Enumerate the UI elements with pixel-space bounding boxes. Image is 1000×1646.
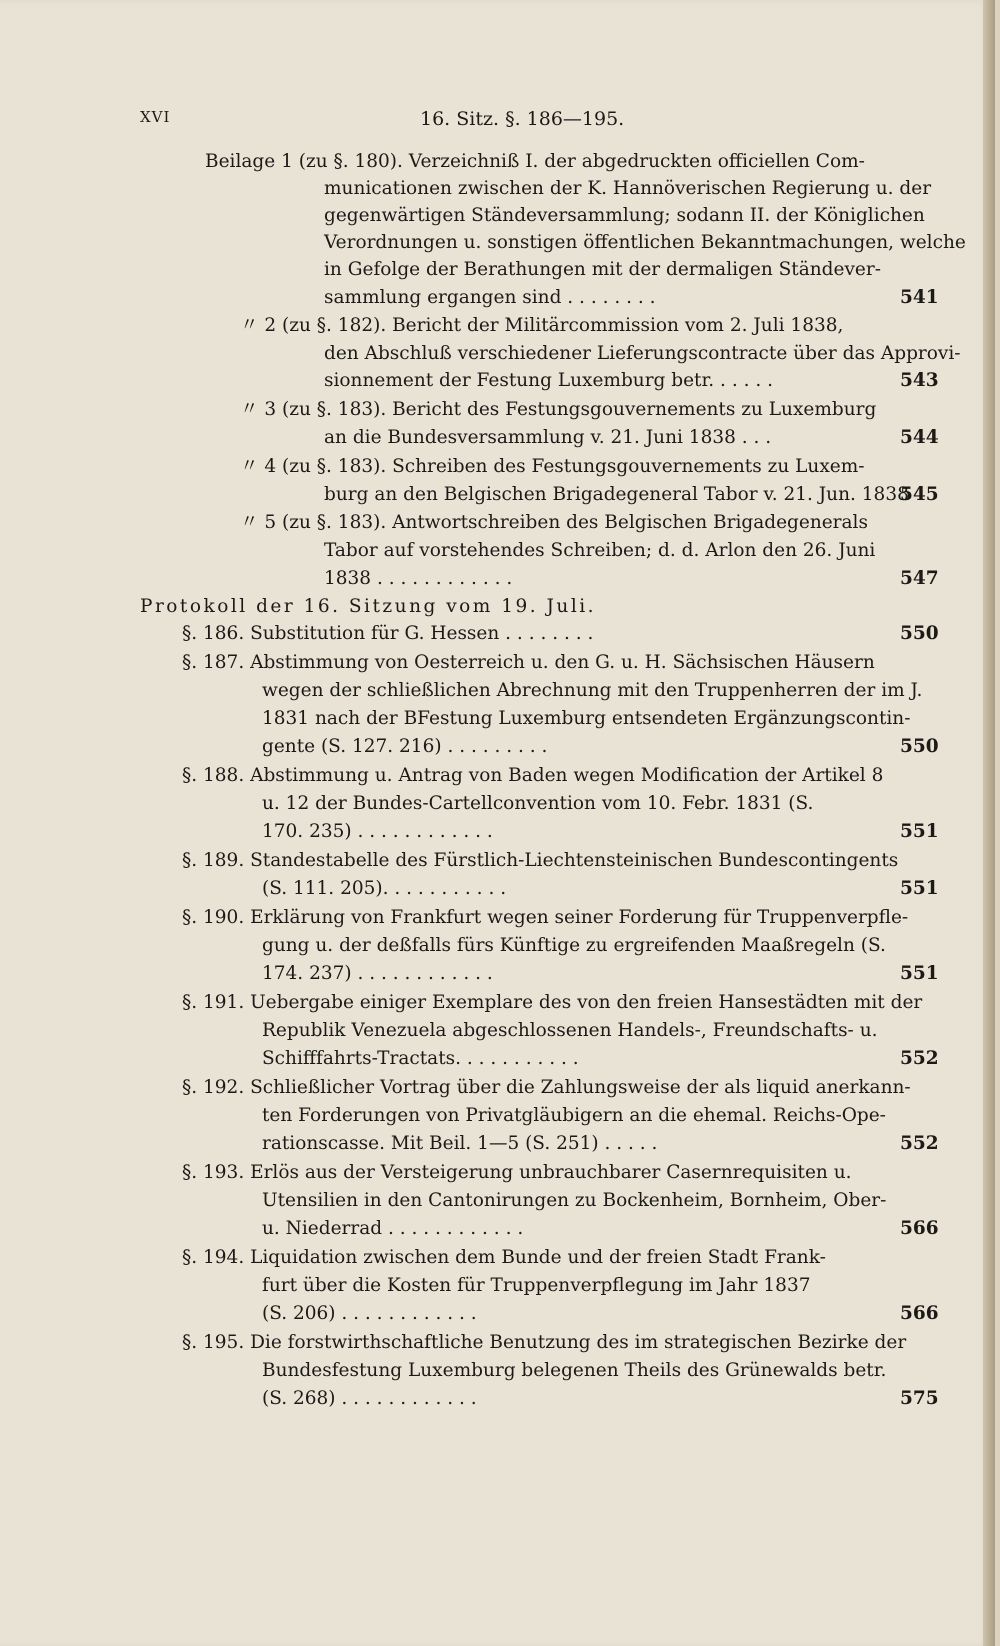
toc-line: §. 193. Erlös aus der Versteigerung unbrauchbarer Casernrequisiten u. — [182, 1162, 852, 1183]
toc-line: 1831 nach der BFestung Luxemburg entsendeten Ergänzungscontin- — [262, 708, 911, 729]
toc-line: gente (S. 127. 216) . . . . . . . . . — [262, 736, 548, 757]
page-edge-shadow — [983, 0, 995, 1646]
toc-line: Bundesfestung Luxemburg belegenen Theils des Grünewalds betr. — [262, 1360, 887, 1381]
toc-page-ref: 566 — [900, 1303, 939, 1324]
toc-line: municationen zwischen der K. Hannöverischen Regierung u. der — [324, 178, 932, 199]
toc-page-ref: 544 — [900, 427, 939, 448]
running-head: 16. Sitz. §. 186—195. — [420, 108, 625, 130]
page-header — [0, 108, 995, 132]
toc-line: §. 188. Abstimmung u. Antrag von Baden wegen Modification der Artikel 8 — [182, 765, 884, 786]
toc-line: Protokoll der 16. Sitzung vom 19. Juli. — [140, 596, 597, 617]
toc-line: ten Forderungen von Privatgläubigern an die ehemal. Reichs-Ope- — [262, 1105, 886, 1126]
toc-line: Verordnungen u. sonstigen öffentlichen Bekanntmachungen, welche — [324, 232, 966, 253]
toc-line: gegenwärtigen Ständeversammlung; sodann II. der Königlichen — [324, 205, 925, 226]
toc-page-ref: 545 — [900, 484, 939, 505]
toc-line: den Abschluß verschiedener Lieferungscontracte über das Approvi- — [324, 343, 961, 364]
toc-line: rationscasse. Mit Beil. 1—5 (S. 251) . . . . . — [262, 1133, 658, 1154]
toc-line: sionnement der Festung Luxemburg betr. . . . . . — [324, 370, 773, 391]
toc-page-ref: 551 — [900, 878, 939, 899]
toc-line: (S. 111. 205). . . . . . . . . . . — [262, 878, 507, 899]
toc-page-ref: 550 — [900, 736, 939, 757]
toc-page-ref: 552 — [900, 1048, 939, 1069]
toc-line: wegen der schließlichen Abrechnung mit den Truppenherren der im J. — [262, 680, 923, 701]
toc-line: Schifffahrts-Tractats. . . . . . . . . . . — [262, 1048, 579, 1069]
toc-line: §. 187. Abstimmung von Oesterreich u. den G. u. H. Sächsischen Häusern — [182, 652, 875, 673]
toc-page-ref: 541 — [900, 287, 939, 308]
toc-page-ref: 551 — [900, 821, 939, 842]
toc-line: §. 195. Die forstwirthschaftliche Benutzung des im strategischen Bezirke der — [182, 1332, 907, 1353]
toc-line: Tabor auf vorstehendes Schreiben; d. d. Arlon den 26. Juni — [324, 540, 876, 561]
toc-line: §. 192. Schließlicher Vortrag über die Zahlungsweise der als liquid anerkann- — [182, 1077, 911, 1098]
toc-page-ref: 547 — [900, 568, 939, 589]
page-number: XVI — [140, 108, 171, 126]
toc-line: u. 12 der Bundes-Cartellconvention vom 10. Febr. 1831 (S. — [262, 793, 814, 814]
toc-line: §. 191. Uebergabe einiger Exemplare des von den freien Hansestädten mit der — [182, 992, 923, 1013]
toc-line: an die Bundesversammlung v. 21. Juni 1838 . . . — [324, 427, 772, 448]
toc-line: (S. 268) . . . . . . . . . . . . — [262, 1388, 477, 1409]
toc-line: §. 189. Standestabelle des Fürstlich-Liechtensteinischen Bundescontingents — [182, 850, 899, 871]
toc-line: sammlung ergangen sind . . . . . . . . — [324, 287, 656, 308]
toc-line: 〃 3 (zu §. 183). Bericht des Festungsgouvernements zu Luxemburg — [240, 399, 877, 420]
toc-line: 〃 5 (zu §. 183). Antwortschreiben des Belgischen Brigadegenerals — [240, 512, 868, 533]
toc-page-ref: 566 — [900, 1218, 939, 1239]
toc-page-ref: 543 — [900, 370, 939, 391]
toc-page-ref: 550 — [900, 623, 939, 644]
toc-line: §. 194. Liquidation zwischen dem Bunde und der freien Stadt Frank- — [182, 1247, 826, 1268]
toc-line: Republik Venezuela abgeschlossenen Handels-, Freundschafts- u. — [262, 1020, 878, 1041]
toc-page-ref: 552 — [900, 1133, 939, 1154]
toc-line: 1838 . . . . . . . . . . . . — [324, 568, 513, 589]
toc-line: Utensilien in den Cantonirungen zu Bockenheim, Bornheim, Ober- — [262, 1190, 887, 1211]
toc-line: §. 190. Erklärung von Frankfurt wegen seiner Forderung für Truppenverpfle- — [182, 907, 909, 928]
toc-line: (S. 206) . . . . . . . . . . . . — [262, 1303, 477, 1324]
toc-line: furt über die Kosten für Truppenverpflegung im Jahr 1837 — [262, 1275, 811, 1296]
toc-line: burg an den Belgischen Brigadegeneral Tabor v. 21. Jun. 1838 — [324, 484, 909, 505]
toc-page-ref: 551 — [900, 963, 939, 984]
toc-page-ref: 575 — [900, 1388, 939, 1409]
toc-line: 170. 235) . . . . . . . . . . . . — [262, 821, 493, 842]
toc-line: gung u. der deßfalls fürs Künftige zu ergreifenden Maaßregeln (S. — [262, 935, 886, 956]
toc-line: 〃 4 (zu §. 183). Schreiben des Festungsgouvernements zu Luxem- — [240, 456, 865, 477]
toc-line: in Gefolge der Berathungen mit der dermaligen Ständever- — [324, 259, 881, 280]
toc-line: §. 186. Substitution für G. Hessen . . . . . . . . — [182, 623, 594, 644]
toc-line: Beilage 1 (zu §. 180). Verzeichniß I. der abgedruckten officiellen Com- — [205, 151, 865, 172]
toc-line: u. Niederrad . . . . . . . . . . . . — [262, 1218, 524, 1239]
toc-line: 〃 2 (zu §. 182). Bericht der Militärcommission vom 2. Juli 1838, — [240, 315, 844, 336]
toc-line: 174. 237) . . . . . . . . . . . . — [262, 963, 493, 984]
